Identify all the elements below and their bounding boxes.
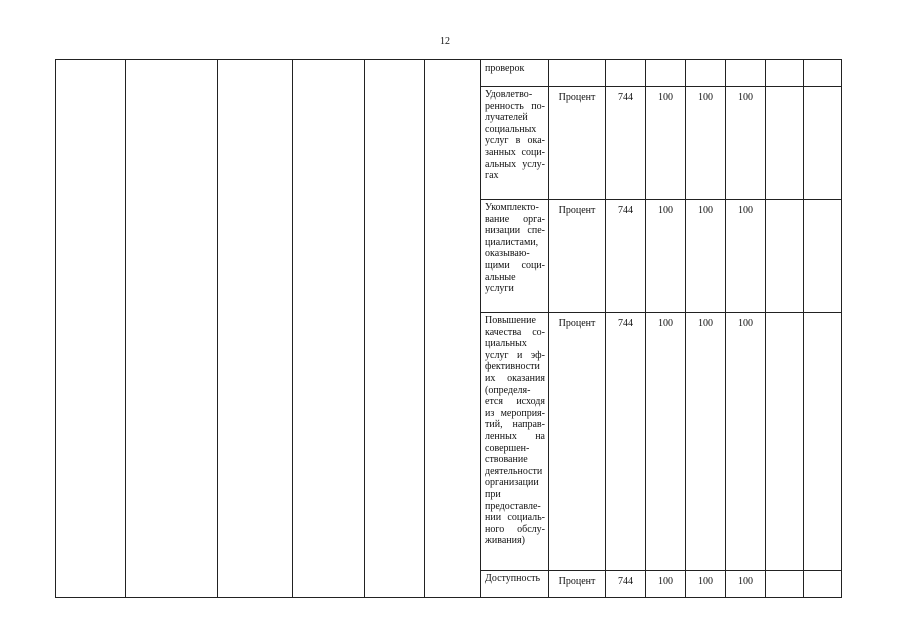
empty-cell-extra2 <box>804 60 842 87</box>
empty-cell-col1 <box>56 60 126 598</box>
okei-code-cell: 744 <box>606 313 646 571</box>
table-row <box>56 60 842 87</box>
unit-cell: Процент <box>549 313 606 571</box>
empty-cell-col5 <box>365 60 425 598</box>
empty-cell-col4 <box>293 60 365 598</box>
value-cell-3: 100 <box>726 571 766 598</box>
empty-cell-extra1 <box>766 571 804 598</box>
empty-cell-col6 <box>425 60 481 598</box>
unit-cell <box>549 60 606 87</box>
indicator-name-cell: Доступность <box>481 571 549 598</box>
value-cell-2: 100 <box>686 87 726 200</box>
empty-cell-extra2 <box>804 87 842 200</box>
page-number: 12 <box>440 36 450 47</box>
empty-cell-extra2 <box>804 200 842 313</box>
empty-cell-col2 <box>126 60 218 598</box>
empty-cell-extra1 <box>766 87 804 200</box>
value-cell-1: 100 <box>646 313 686 571</box>
empty-cell-extra1 <box>766 200 804 313</box>
value-cell-2: 100 <box>686 313 726 571</box>
value-cell-1: 100 <box>646 200 686 313</box>
unit-cell: Процент <box>549 200 606 313</box>
okei-code-cell: 744 <box>606 571 646 598</box>
indicator-name-cell: Удовлетворенность получателей социальных услуг в оказанных социальных услугах <box>481 87 549 200</box>
value-cell-2: 100 <box>686 571 726 598</box>
indicator-name-cell: Укомплектование организации специалистами, оказывающими социальные услуги <box>481 200 549 313</box>
value-cell-3 <box>726 60 766 87</box>
value-cell-3: 100 <box>726 87 766 200</box>
empty-cell-extra2 <box>804 313 842 571</box>
value-cell-1: 100 <box>646 571 686 598</box>
value-cell-2 <box>686 60 726 87</box>
okei-code-cell: 744 <box>606 87 646 200</box>
empty-cell-extra1 <box>766 60 804 87</box>
value-cell-3: 100 <box>726 313 766 571</box>
indicator-name-cell: проверок <box>481 60 549 87</box>
empty-cell-col3 <box>218 60 293 598</box>
empty-cell-extra1 <box>766 313 804 571</box>
value-cell-1: 100 <box>646 87 686 200</box>
empty-cell-extra2 <box>804 571 842 598</box>
okei-code-cell: 744 <box>606 200 646 313</box>
indicator-name-cell: Повышение качества социальных услуг и эффективности их оказания (определяется исходя из мероприятий, направленных на совершенствование деятельности организации при предоставлении социального обслуживания) <box>481 313 549 571</box>
services-quality-table <box>55 59 842 598</box>
value-cell-2: 100 <box>686 200 726 313</box>
value-cell-3: 100 <box>726 200 766 313</box>
value-cell-1 <box>646 60 686 87</box>
unit-cell: Процент <box>549 87 606 200</box>
okei-code-cell <box>606 60 646 87</box>
unit-cell: Процент <box>549 571 606 598</box>
